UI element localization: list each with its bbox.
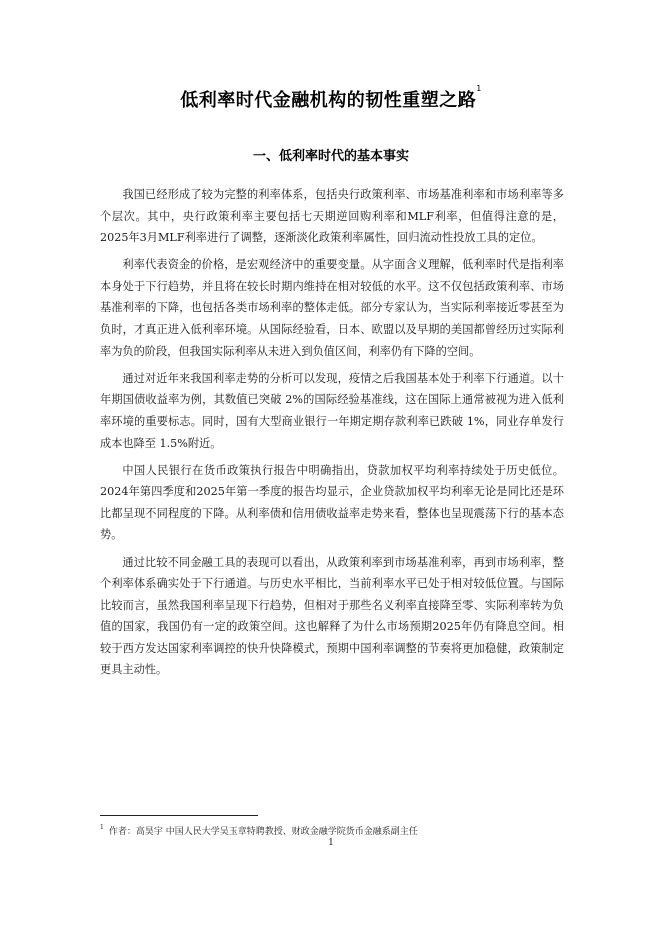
body-text xyxy=(100,184,564,687)
paragraph: 通过对近年来我国利率走势的分析可以发现，疫情之后我国基本处于利率下行通道。以十年期国债收益率为例，其数值已突破 2%的国际经验基准线，这在国际上通常被视为进入低利率环境的重要标志。同时，国有大型商业银行一年期定期存款利率已跌破 1%，同业存单发行成本也降至 1.5%附近。 xyxy=(100,371,564,450)
page-number: 1 xyxy=(328,838,334,848)
paragraph: 利率代表资金的价格，是宏观经济中的重要变量。从字面含义理解，低利率时代是指利率本身处于下行趋势，并且将在较长时期内维持在相对较低的水平。这不仅包括政策利率、市场基准利率的下降，也包括各类市场利率的整体走低。部分专家认为，当实际利率接近零甚至为负时，才真正进入低利率环境。从国际经验看，日本、欧盟以及早期的美国都曾经历过实际利率为负的阶段，但我国实际利率从未进入到负值区间，利率仍有下降的空间。 xyxy=(100,258,564,358)
footnote-text: 作者：高昊宇 中国人民大学吴玉章特聘教授、财政金融学院货币金融系副主任 xyxy=(108,827,418,837)
paragraph: 中国人民银行在货币政策执行报告中明确指出，贷款加权平均利率持续处于历史低位。2024年第四季度和2025年第一季度的报告均显示，企业贷款加权平均利率无论是同比还是环比都呈现不同程度的下降。从利率债和信用债收益率走势来看，整体也呈现震荡下行的基本态势。 xyxy=(100,463,564,542)
document-title xyxy=(0,86,662,112)
footnote-mark: 1 xyxy=(100,824,104,831)
footnote xyxy=(100,824,570,837)
footnote-divider xyxy=(100,815,258,816)
paragraph: 我国已经形成了较为完整的利率体系，包括央行政策利率、市场基准利率和市场利率等多个层次。其中，央行政策利率主要包括七天期逆回购利率和MLF利率，但值得注意的是，2025年3月MLF利率进行了调整，逐渐淡化政策利率属性，回归流动性投放工具的定位。 xyxy=(100,188,564,245)
section-heading: 一、低利率时代的基本事实 xyxy=(252,149,409,164)
title-text: 低利率时代金融机构的韧性重塑之路 xyxy=(180,90,477,111)
paragraph: 通过比较不同金融工具的表现可以看出，从政策利率到市场基准利率，再到市场利率，整个利率体系确实处于下行通道。与历史水平相比，当前利率水平已处于相对较低位置。与国际比较而言，虽然我国利率呈现下行趋势，但相对于那些名义利率直接降至零、实际利率转为负值的国家，我国仍有一定的政策空间。这也解释了为什么市场预期2025年仍有降息空间。相较于西方发达国家利率调控的快升快降模式，预期中国利率调整的节奏将更加稳健，政策制定更具主动性。 xyxy=(100,555,564,677)
title-footnote-mark: 1 xyxy=(476,84,482,93)
